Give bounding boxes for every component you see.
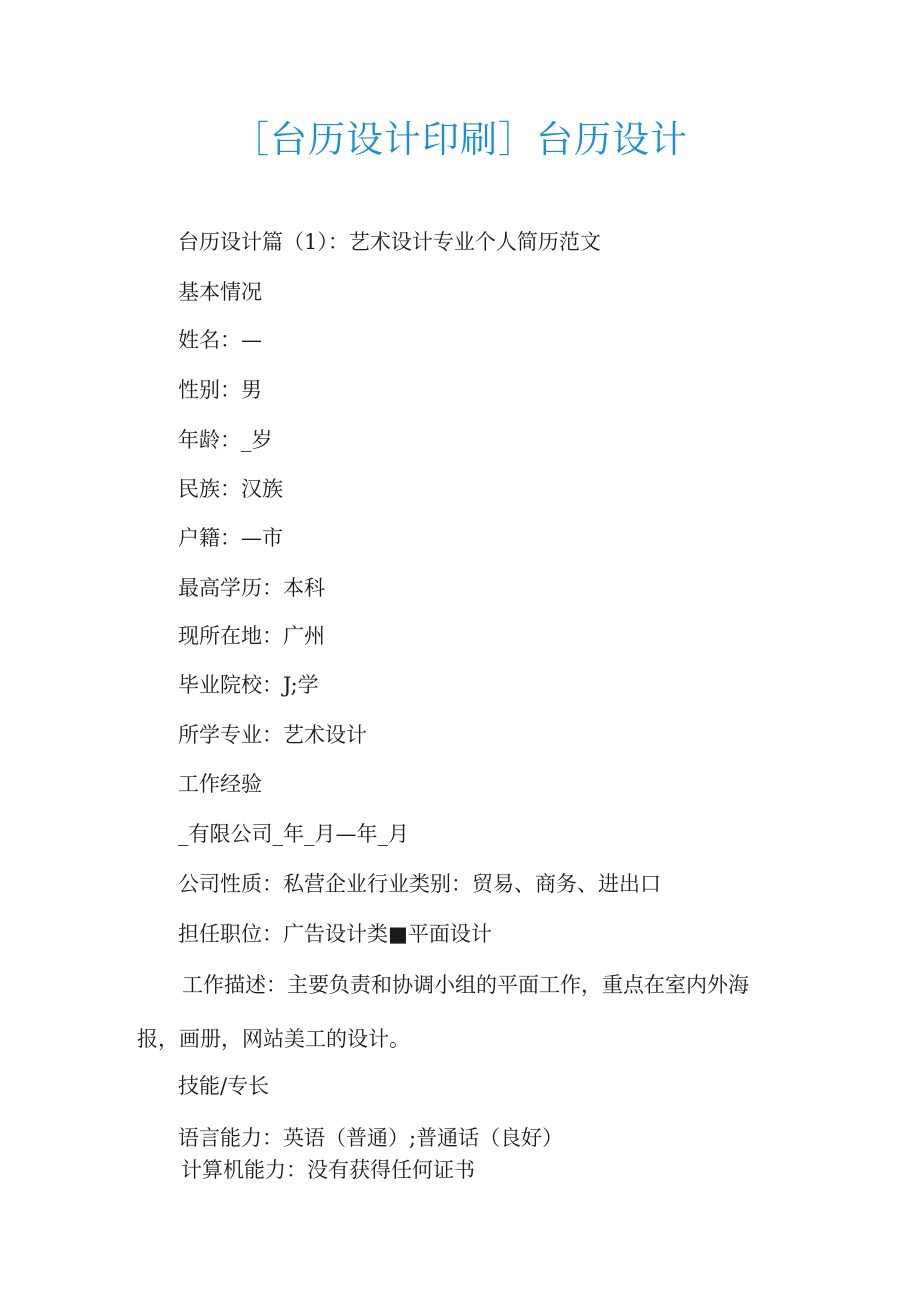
- work-company-period: _有限公司_年_月—年_月: [178, 822, 409, 846]
- skill-computer: 计算机能力：没有获得任何证书: [181, 1158, 475, 1182]
- field-school: 毕业院校：J;学: [178, 673, 319, 697]
- field-gender: 性别：男: [178, 378, 262, 402]
- skill-language: 语言能力：英语（普通）;普通话（良好）: [178, 1126, 564, 1150]
- document-title: ［台历设计印刷］台历设计: [232, 118, 688, 161]
- field-name: 姓名：—: [178, 328, 262, 352]
- field-current-location: 现所在地：广州: [178, 624, 325, 648]
- work-position: 担任职位：广告设计类■平面设计: [178, 922, 492, 946]
- section-heading-skills: 技能/专长: [178, 1074, 270, 1098]
- field-household-registration: 户籍：—市: [178, 526, 283, 550]
- work-company-type: 公司性质：私营企业行业类别：贸易、商务、进出口: [178, 872, 661, 896]
- section-heading-resume: 台历设计篇（1）：艺术设计专业个人简历范文: [178, 230, 601, 254]
- field-major: 所学专业：艺术设计: [178, 723, 367, 747]
- field-education: 最高学历：本科: [178, 576, 325, 600]
- section-heading-work-experience: 工作经验: [178, 772, 262, 796]
- field-ethnicity: 民族：汉族: [178, 477, 283, 501]
- section-heading-basic-info: 基本情况: [178, 280, 262, 304]
- work-description: 工作描述：主要负责和协调小组的平面工作，重点在室内外海报，画册，网站美工的设计。: [137, 973, 749, 1051]
- field-age: 年龄：_岁: [178, 428, 273, 452]
